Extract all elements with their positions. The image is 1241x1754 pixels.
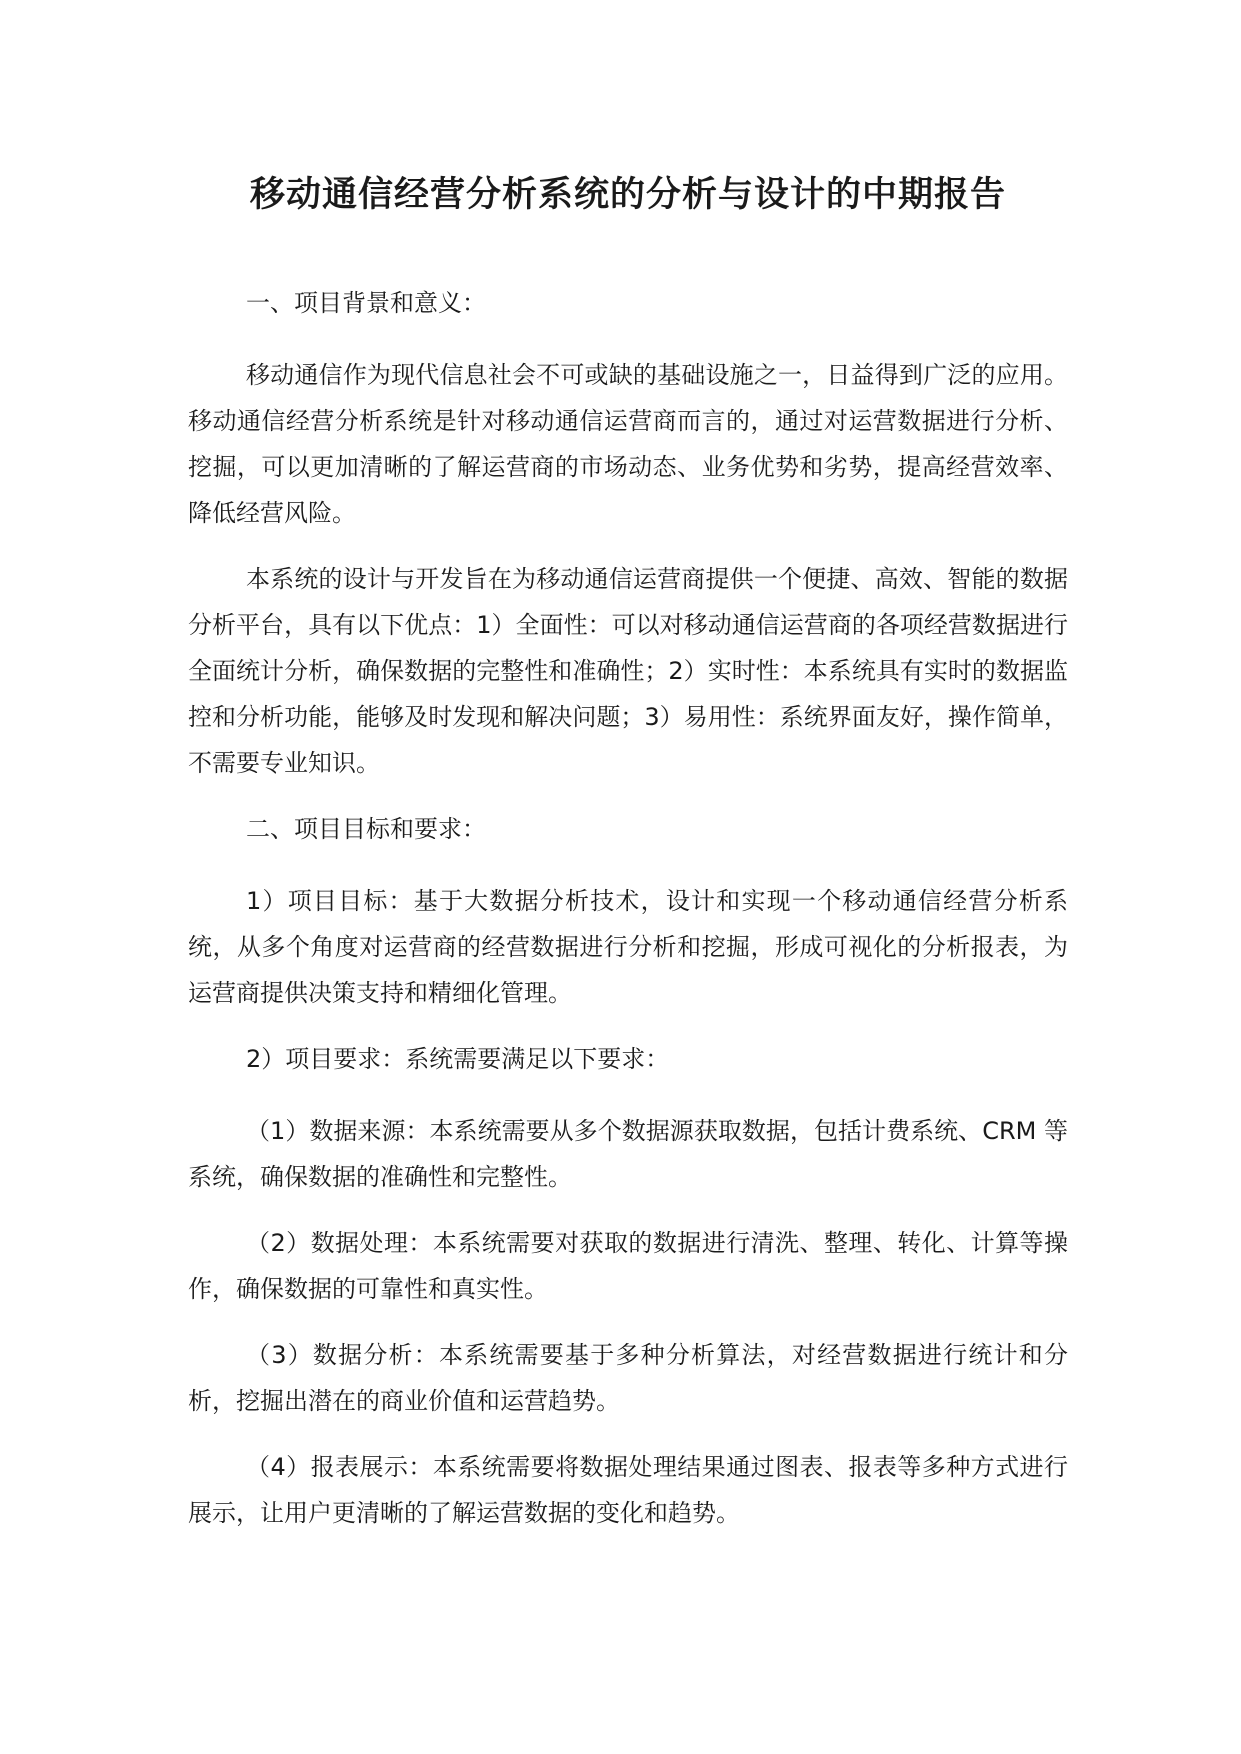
paragraph-project-goal: 1）项目目标：基于大数据分析技术，设计和实现一个移动通信经营分析系统，从多个角度对运营商的经营数据进行分析和挖掘，形成可视化的分析报表，为运营商提供决策支持和精细化管理。 (188, 887, 1068, 1007)
document-page (188, 170, 1068, 1556)
section-heading-goals: 二、项目目标和要求： (246, 815, 486, 843)
requirement-report-display: （4）报表展示：本系统需要将数据处理结果通过图表、报表等多种方式进行展示，让用户更清晰的了解运营数据的变化和趋势。 (188, 1453, 1068, 1527)
section-heading-background: 一、项目背景和意义： (246, 289, 486, 317)
requirement-data-processing: （2）数据处理：本系统需要对获取的数据进行清洗、整理、转化、计算等操作，确保数据的可靠性和真实性。 (188, 1229, 1068, 1303)
requirement-data-source: （1）数据来源：本系统需要从多个数据源获取数据，包括计费系统、CRM 等系统，确保数据的准确性和完整性。 (188, 1117, 1068, 1191)
document-title: 移动通信经营分析系统的分析与设计的中期报告 (249, 175, 1006, 215)
paragraph-system-advantages: 本系统的设计与开发旨在为移动通信运营商提供一个便捷、高效、智能的数据分析平台，具有以下优点：1）全面性：可以对移动通信运营商的各项经营数据进行全面统计分析，确保数据的完整性和准确性；2）实时性：本系统具有实时的数据监控和分析功能，能够及时发现和解决问题；3）易用性：系统界面友好，操作简单，不需要专业知识。 (188, 565, 1068, 777)
requirement-data-analysis: （3）数据分析：本系统需要基于多种分析算法，对经营数据进行统计和分析，挖掘出潜在的商业价值和运营趋势。 (188, 1341, 1068, 1415)
paragraph-project-requirements: 2）项目要求：系统需要满足以下要求： (246, 1045, 670, 1073)
paragraph-background: 移动通信作为现代信息社会不可或缺的基础设施之一，日益得到广泛的应用。移动通信经营分析系统是针对移动通信运营商而言的，通过对运营数据进行分析、挖掘，可以更加清晰的了解运营商的市场动态、业务优势和劣势，提高经营效率、降低经营风险。 (188, 361, 1068, 527)
